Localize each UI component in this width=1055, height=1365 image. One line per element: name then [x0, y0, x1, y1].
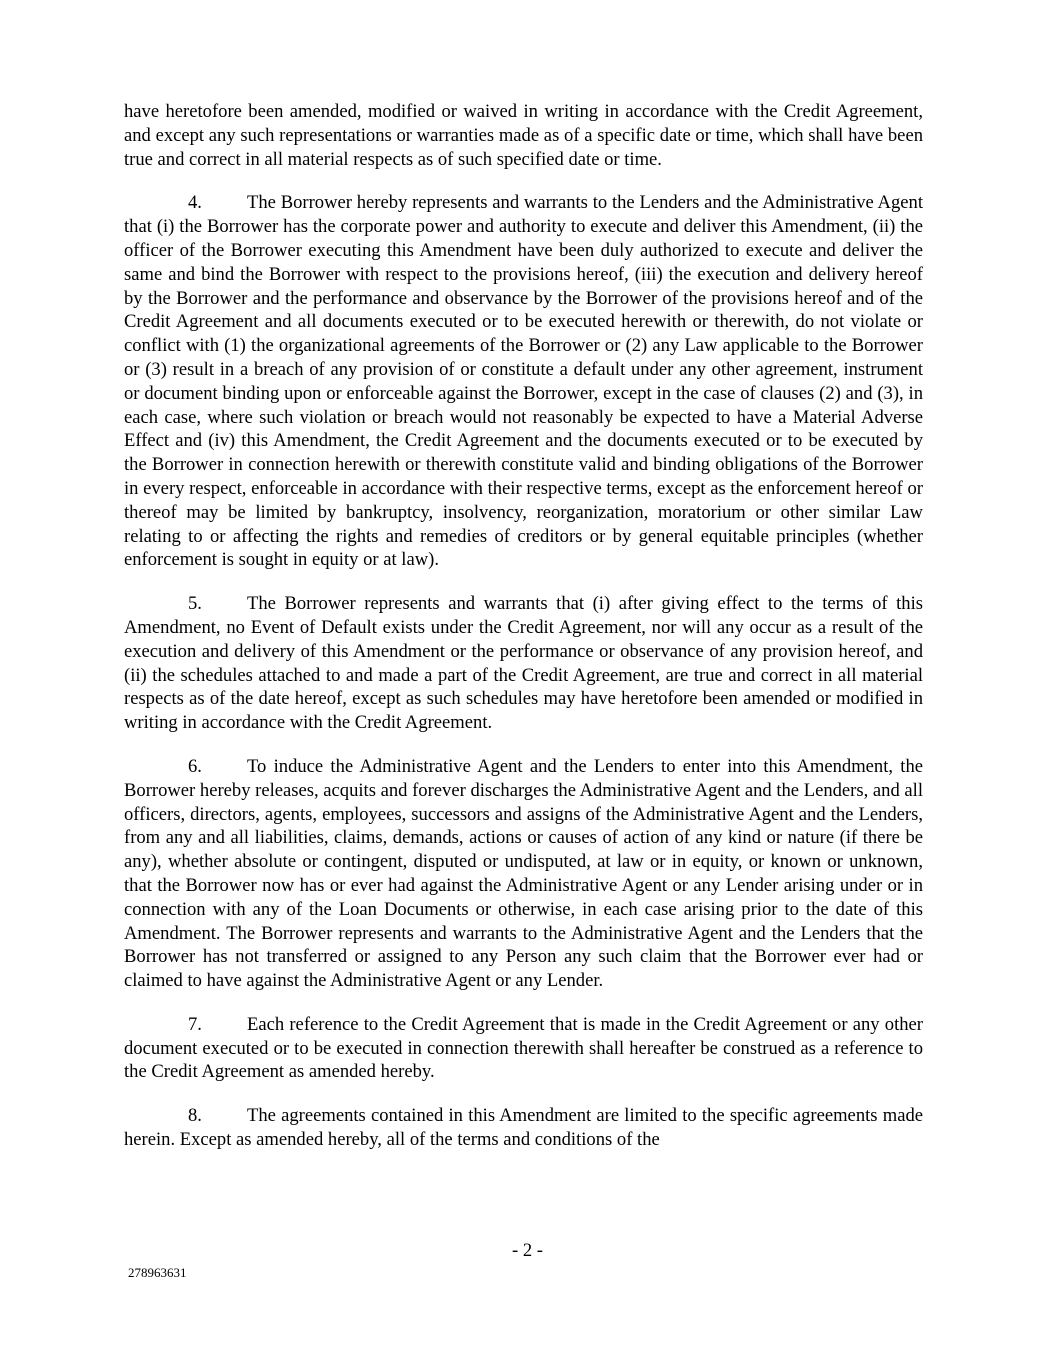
document-body: [124, 100, 923, 1172]
paragraph-number: 8.: [188, 1105, 202, 1127]
document-id: 278963631: [128, 1265, 187, 1280]
paragraph-number: 4.: [188, 192, 202, 214]
paragraph-number: 6.: [188, 755, 202, 777]
paragraph-text: The Borrower hereby represents and warrants to the Lenders and the Administrative Agent that (i) the Borrower has the corporate power and authority to execute and deliver this Amendment, (ii) the officer of the Borrower executing this Amendment have been duly authorized to execute and deliver the same and bind the Borrower with respect to the provisions hereof, (iii) the execution and delivery hereof by the Borrower and the performance and observance by the Borrower of the provisions hereof and of the Credit Agreement and all documents executed or to be executed herewith or therewith, do not violate or conflict with (1) the organizational agreements of the Borrower or (2) any Law applicable to the Borrower or (3) result in a breach of any provision of or constitute a default under any other agreement, instrument or document binding upon or enforceable against the Borrower, except in the case of clauses (2) and (3), in each case, where such violation or breach would not reasonably be expected to have a Material Adverse Effect and (iv) this Amendment, the Credit Agreement and the documents executed or to be executed by the Borrower in connection herewith or therewith constitute valid and binding obligations of the Borrower in every respect, enforceable in accordance with their respective terms, except as the enforcement hereof or thereof may be limited by bankruptcy, insolvency, reorganization, moratorium or other similar Law relating to or affecting the rights and remedies of creditors or by general equitable principles (whether enforcement is sought in equity or at law).: [124, 192, 923, 571]
page-number: - 2 -: [512, 1240, 543, 1261]
paragraph-text: have heretofore been amended, modified or waived in writing in accordance with the Credit Agreement, and except any such representations or warranties made as of a specific date or time, which shall have been true and correct in all material respects as of such specified date or time.: [124, 101, 923, 170]
paragraph-text: Each reference to the Credit Agreement that is made in the Credit Agreement or any other document executed or to be executed in connection therewith shall hereafter be construed as a reference to the Credit Agreement as amended hereby.: [124, 1013, 923, 1083]
paragraph-text: The agreements contained in this Amendment are limited to the specific agreements made herein. Except as amended hereby, all of the terms and conditions of the: [124, 1105, 923, 1151]
paragraph-6: [124, 755, 923, 993]
paragraph-continuation: [124, 100, 923, 171]
paragraph-text: To induce the Administrative Agent and the Lenders to enter into this Amendment, the Borrower hereby releases, acquits and forever discharges the Administrative Agent and the Lenders, and all officers, directors, agents, employees, successors and assigns of the Administrative Agent and the Lenders, from any and all liabilities, claims, demands, actions or causes of action of any kind or nature (if there be any), whether absolute or contingent, disputed or undisputed, at law or in equity, or known or unknown, that the Borrower now has or ever had against the Administrative Agent or any Lender arising under or in connection with any of the Loan Documents or otherwise, in each case arising prior to the date of this Amendment. The Borrower represents and warrants to the Administrative Agent and the Lenders that the Borrower has not transferred or assigned to any Person any such claim that the Borrower ever had or claimed to have against the Administrative Agent or any Lender.: [124, 755, 923, 992]
paragraph-text: The Borrower represents and warrants that (i) after giving effect to the terms of this Amendment, no Event of Default exists under the Credit Agreement, nor will any occur as a result of the execution and delivery of this Amendment or the performance or observance of any provision hereof, and (ii) the schedules attached to and made a part of the Credit Agreement, are true and correct in all material respects as of the date hereof, except as such schedules may have heretofore been amended or modified in writing in accordance with the Credit Agreement.: [124, 593, 923, 734]
paragraph-number: 5.: [188, 593, 202, 615]
paragraph-5: [124, 592, 923, 735]
paragraph-8: [124, 1104, 923, 1152]
paragraph-number: 7.: [188, 1013, 202, 1035]
paragraph-7: [124, 1013, 923, 1084]
paragraph-4: [124, 191, 923, 572]
